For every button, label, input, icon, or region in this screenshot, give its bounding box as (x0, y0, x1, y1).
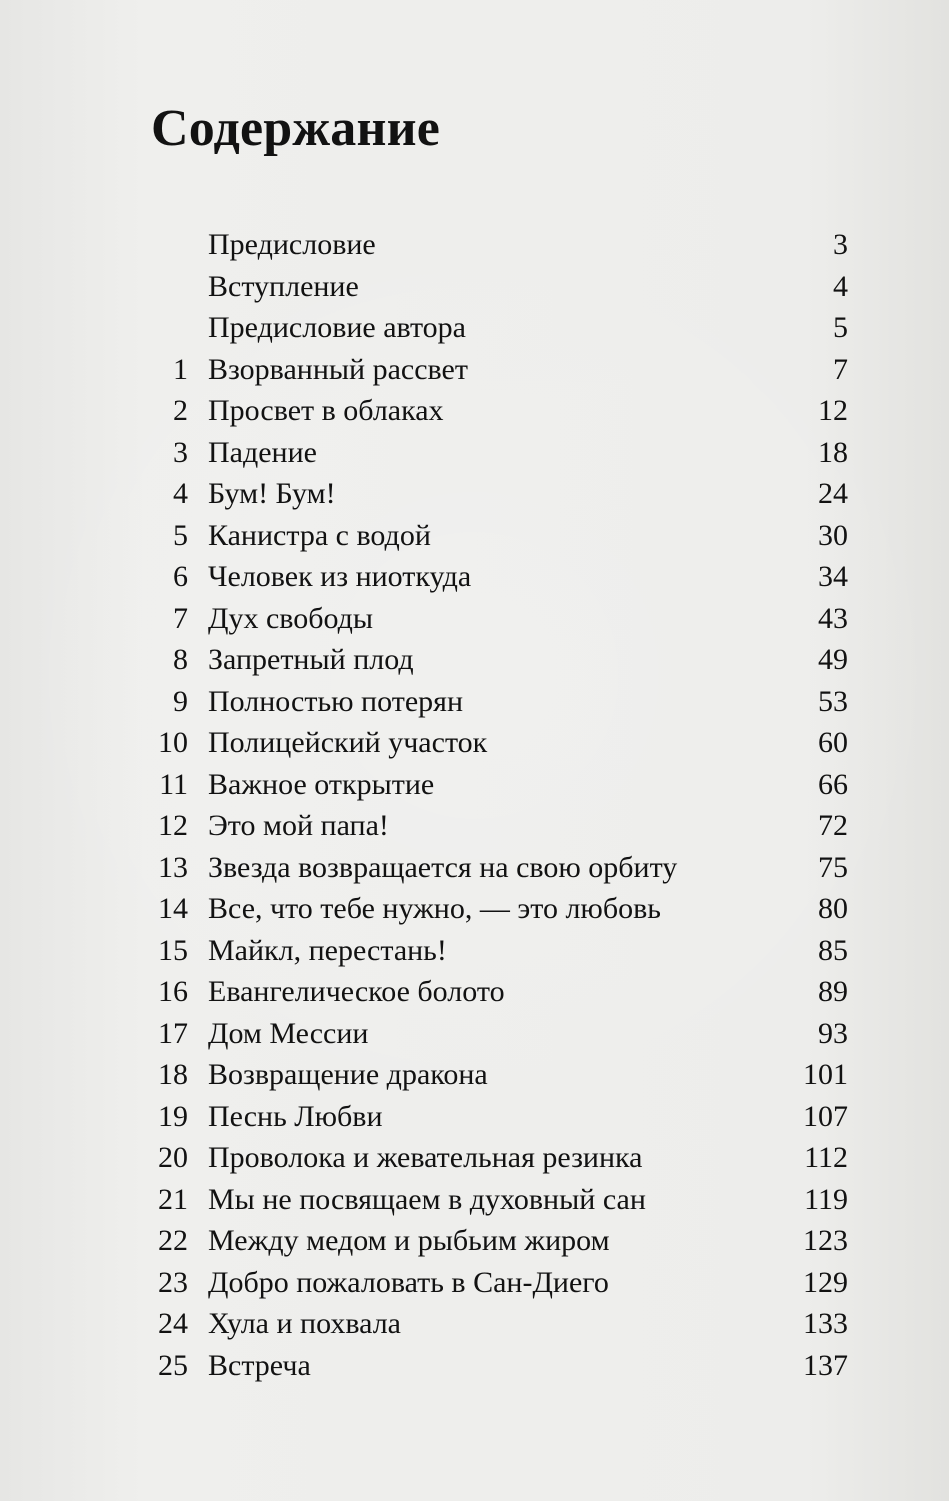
page-number: 101 (803, 1058, 848, 1091)
page-number: 107 (803, 1099, 848, 1133)
chapter-title: Хула и похвала (208, 1307, 401, 1340)
toc-row (140, 848, 900, 890)
chapter-title: Падение (208, 435, 317, 469)
chapter-number: 23 (158, 1265, 188, 1299)
chapter-number: 25 (158, 1348, 188, 1382)
page-number: 30 (818, 518, 848, 552)
chapter-title: Встреча (208, 1348, 311, 1382)
chapter-title: Все, что тебе нужно, — это любовь (208, 892, 661, 925)
chapter-number: 7 (173, 601, 188, 635)
chapter-number: 15 (158, 933, 188, 967)
toc-row (140, 1221, 900, 1263)
page-number: 3 (833, 228, 848, 261)
chapter-number: 16 (158, 975, 188, 1008)
chapter-number: 1 (173, 352, 188, 386)
page-number: 123 (803, 1224, 848, 1257)
chapter-title: Дух свободы (208, 601, 374, 635)
chapter-title: Это мой папа! (208, 809, 389, 842)
chapter-number: 13 (158, 850, 188, 884)
chapter-number: 20 (158, 1141, 188, 1174)
table-of-contents (140, 225, 900, 1387)
chapter-title: Бум! Бум! (208, 477, 336, 510)
page-number: 137 (803, 1348, 848, 1382)
chapter-title: Просвет в облаках (208, 394, 444, 427)
page-number: 80 (818, 892, 848, 925)
chapter-number: 3 (173, 435, 188, 469)
chapter-title: Мы не посвящаем в духовный сан (208, 1182, 646, 1216)
page-number: 12 (818, 394, 848, 427)
toc-row (140, 931, 900, 973)
page-number: 85 (818, 933, 848, 967)
page-number: 133 (803, 1307, 848, 1340)
chapter-number: 6 (173, 560, 188, 593)
page-number: 129 (803, 1265, 848, 1299)
chapter-number: 14 (158, 892, 188, 925)
chapter-title: Полицейский участок (208, 726, 488, 759)
page-number: 60 (818, 726, 848, 759)
page-number: 49 (818, 643, 848, 676)
chapter-title: Человек из ниоткуда (208, 560, 472, 593)
chapter-number: 4 (173, 477, 188, 510)
page-number: 7 (833, 352, 848, 386)
toc-row (140, 474, 900, 516)
toc-row (140, 640, 900, 682)
chapter-title: Взорванный рассвет (208, 352, 468, 386)
chapter-title: Евангелическое болото (208, 975, 505, 1008)
contents-title: Содержание (151, 100, 441, 157)
toc-row (140, 765, 900, 807)
chapter-number: 24 (158, 1307, 188, 1340)
chapter-title: Майкл, перестань! (208, 933, 447, 967)
chapter-title: Запретный плод (208, 643, 414, 676)
toc-row (140, 972, 900, 1014)
toc-row (140, 1304, 900, 1346)
chapter-number: 11 (159, 767, 188, 801)
page-number: 75 (818, 850, 848, 884)
chapter-title: Между медом и рыбьим жиром (208, 1224, 610, 1257)
chapter-title: Добро пожаловать в Сан-Диего (208, 1265, 609, 1299)
toc-row (140, 516, 900, 558)
toc-row (140, 557, 900, 599)
page-number: 112 (804, 1141, 848, 1174)
toc-row (140, 1138, 900, 1180)
page-number: 24 (818, 477, 848, 510)
chapter-title: Дом Мессии (208, 1016, 369, 1050)
chapter-number: 19 (158, 1099, 188, 1133)
page-number: 5 (833, 311, 848, 344)
toc-row (140, 308, 900, 350)
page-number: 93 (818, 1016, 848, 1050)
chapter-number: 17 (158, 1016, 188, 1050)
toc-row (140, 599, 900, 641)
page-number: 34 (818, 560, 848, 593)
toc-row (140, 267, 900, 309)
toc-row (140, 1180, 900, 1222)
chapter-title: Канистра с водой (208, 518, 431, 552)
chapter-number: 21 (158, 1182, 188, 1216)
page-number: 89 (818, 975, 848, 1008)
chapter-title: Предисловие автора (208, 311, 466, 344)
toc-row (140, 806, 900, 848)
chapter-title: Возвращение дракона (208, 1058, 488, 1091)
chapter-number: 2 (173, 394, 188, 427)
page-number: 66 (818, 767, 848, 801)
page-number: 18 (818, 435, 848, 469)
chapter-number: 18 (158, 1058, 188, 1091)
toc-row (140, 1097, 900, 1139)
toc-row (140, 433, 900, 475)
toc-row (140, 1055, 900, 1097)
toc-row (140, 1263, 900, 1305)
chapter-title: Важное открытие (208, 767, 435, 801)
toc-row (140, 1346, 900, 1388)
toc-row (140, 682, 900, 724)
chapter-title: Проволока и жевательная резинка (208, 1141, 643, 1174)
chapter-number: 22 (158, 1224, 188, 1257)
toc-row (140, 723, 900, 765)
page-number: 72 (818, 809, 848, 842)
chapter-title: Песнь Любви (208, 1099, 383, 1133)
chapter-number: 8 (173, 643, 188, 676)
chapter-number: 5 (173, 518, 188, 552)
page-number: 119 (804, 1182, 848, 1216)
chapter-title: Вступление (208, 269, 359, 303)
chapter-number: 12 (158, 809, 188, 842)
chapter-title: Предисловие (208, 228, 376, 261)
chapter-number: 10 (158, 726, 188, 759)
toc-row (140, 350, 900, 392)
chapter-title: Полностью потерян (208, 684, 463, 718)
toc-row (140, 1014, 900, 1056)
toc-row (140, 889, 900, 931)
toc-row (140, 225, 900, 267)
chapter-title: Звезда возвращается на свою орбиту (208, 850, 678, 884)
page-number: 4 (833, 269, 848, 303)
toc-row (140, 391, 900, 433)
page-number: 53 (818, 684, 848, 718)
page-number: 43 (818, 601, 848, 635)
chapter-number: 9 (173, 684, 188, 718)
